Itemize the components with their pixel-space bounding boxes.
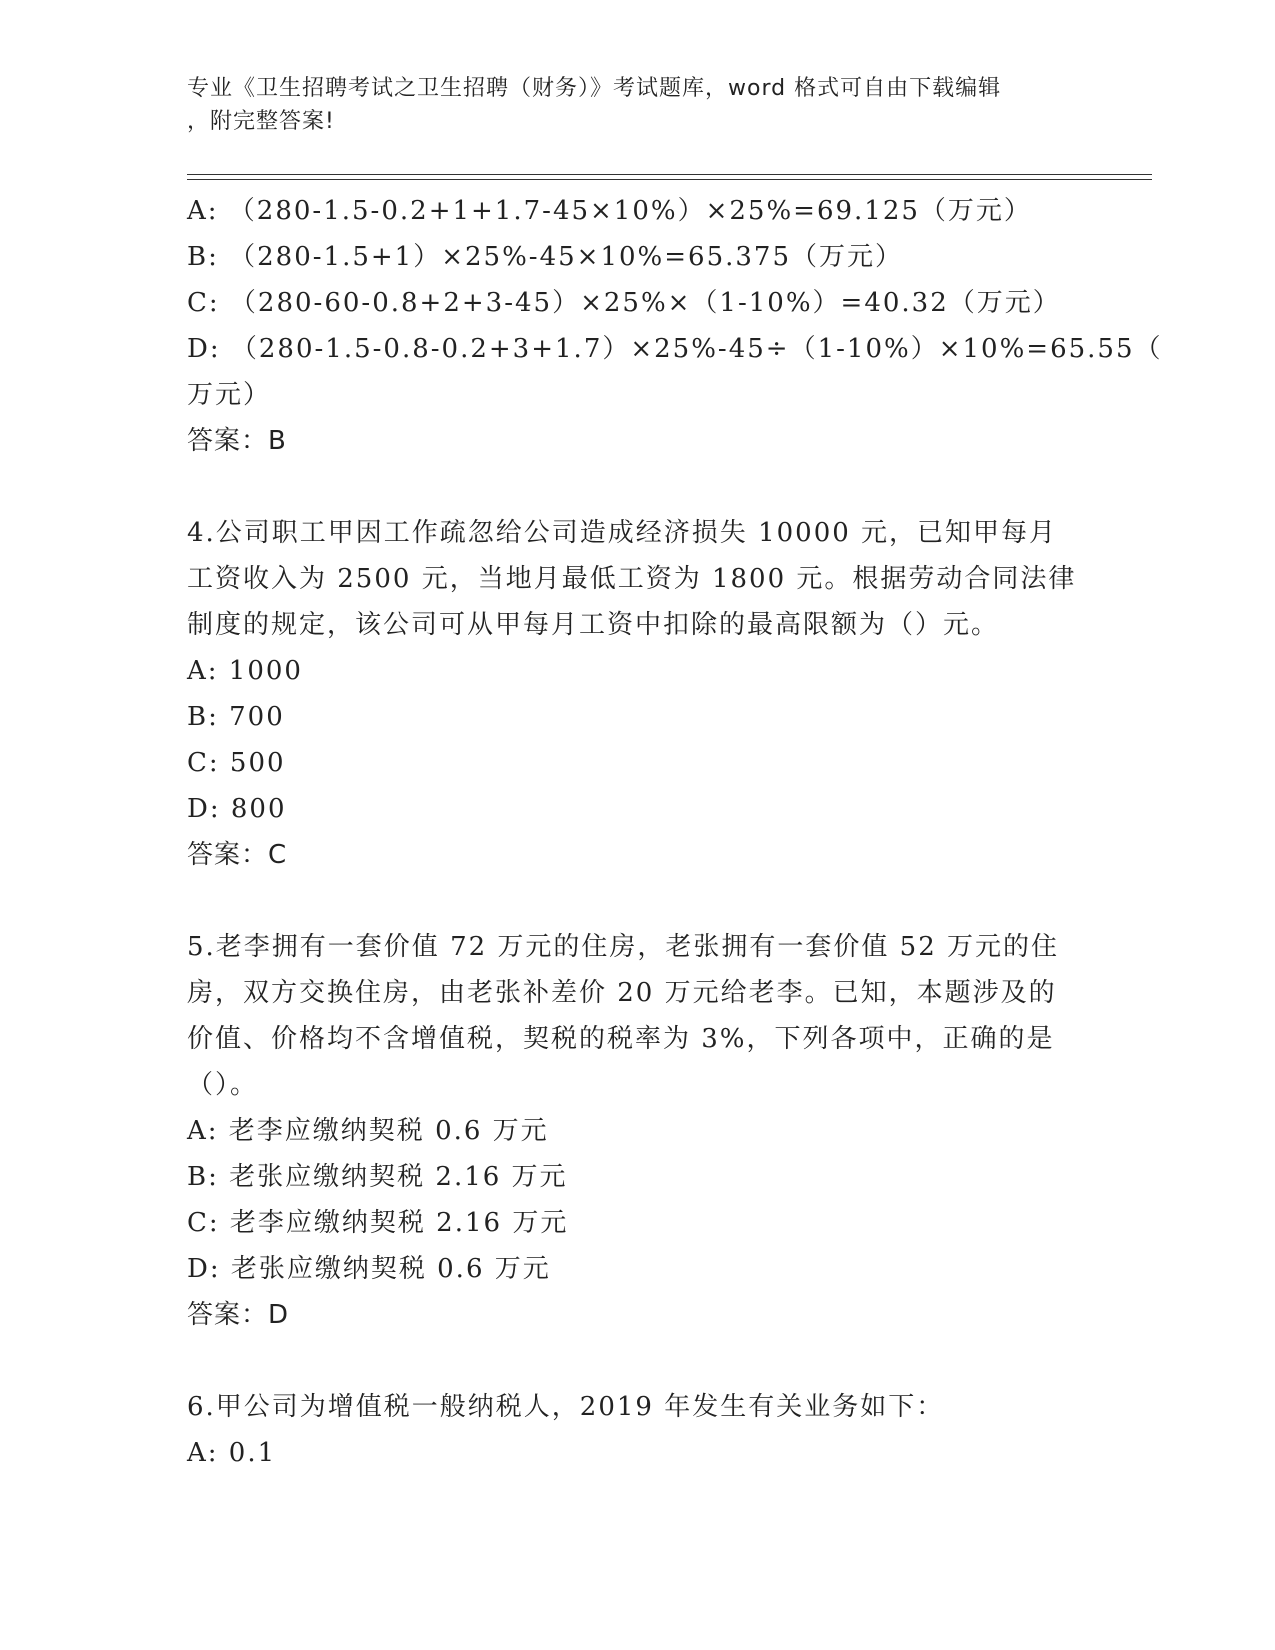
question-text-line: 价值、价格均不含增值税，契税的税率为 3%，下列各项中，正确的是 [187, 1024, 1055, 1054]
option-d: D: 老张应缴纳契税 0.6 万元 [187, 1254, 551, 1284]
option-c: C: （280-60-0.8+2+3-45）×25%×（1-10%）=40.32（万元） [187, 288, 1061, 318]
option-a: A: （280-1.5-0.2+1+1.7-45×10%）×25%=69.125（万元） [187, 196, 1032, 226]
option-c: C: 老李应缴纳契税 2.16 万元 [187, 1208, 569, 1238]
header-divider-top [187, 174, 1152, 175]
header-line-1: 专业《卫生招聘考试之卫生招聘（财务）》考试题库，word 格式可自由下载编辑 [187, 76, 1002, 101]
answer: 答案：B [187, 426, 287, 456]
answer: 答案：C [187, 840, 288, 870]
question-text-line: 制度的规定，该公司可从甲每月工资中扣除的最高限额为（）元。 [187, 610, 1000, 640]
option-b: B: 老张应缴纳契税 2.16 万元 [187, 1162, 568, 1192]
question-6-block [187, 1384, 1087, 1476]
question-3-block [187, 188, 1163, 464]
option-a: A: 1000 [187, 656, 303, 686]
option-d: D: （280-1.5-0.8-0.2+3+1.7）×25%-45÷（1-10%）×10%=65.55（ [187, 334, 1163, 364]
header-line-2: ，附完整答案! [187, 109, 335, 134]
question-text-line: 工资收入为 2500 元，当地月最低工资为 1800 元。根据劳动合同法律 [187, 564, 1077, 594]
question-text-line: 房，双方交换住房，由老张补差价 20 万元给老李。已知，本题涉及的 [187, 978, 1057, 1008]
question-5-block [187, 924, 1087, 1338]
option-a: A: 老李应缴纳契税 0.6 万元 [187, 1116, 549, 1146]
answer: 答案：D [187, 1300, 290, 1330]
option-c: C: 500 [187, 748, 286, 778]
question-text-line: （）。 [187, 1070, 259, 1100]
question-text-line: 5.老李拥有一套价值 72 万元的住房，老张拥有一套价值 52 万元的住 [187, 932, 1060, 962]
document-body [187, 188, 1163, 1476]
question-4-block [187, 510, 1087, 878]
header-divider-bottom [187, 179, 1152, 180]
option-b: B: 700 [187, 702, 285, 732]
option-a: A: 0.1 [187, 1438, 277, 1468]
option-b: B: （280-1.5+1）×25%-45×10%=65.375（万元） [187, 242, 903, 272]
document-header [187, 72, 1067, 138]
option-d: D: 800 [187, 794, 287, 824]
option-d-continued: 万元） [187, 380, 272, 410]
question-text-line: 4.公司职工甲因工作疏忽给公司造成经济损失 10000 元，已知甲每月 [187, 518, 1058, 548]
question-text-line: 6.甲公司为增值税一般纳税人，2019 年发生有关业务如下： [187, 1392, 945, 1422]
